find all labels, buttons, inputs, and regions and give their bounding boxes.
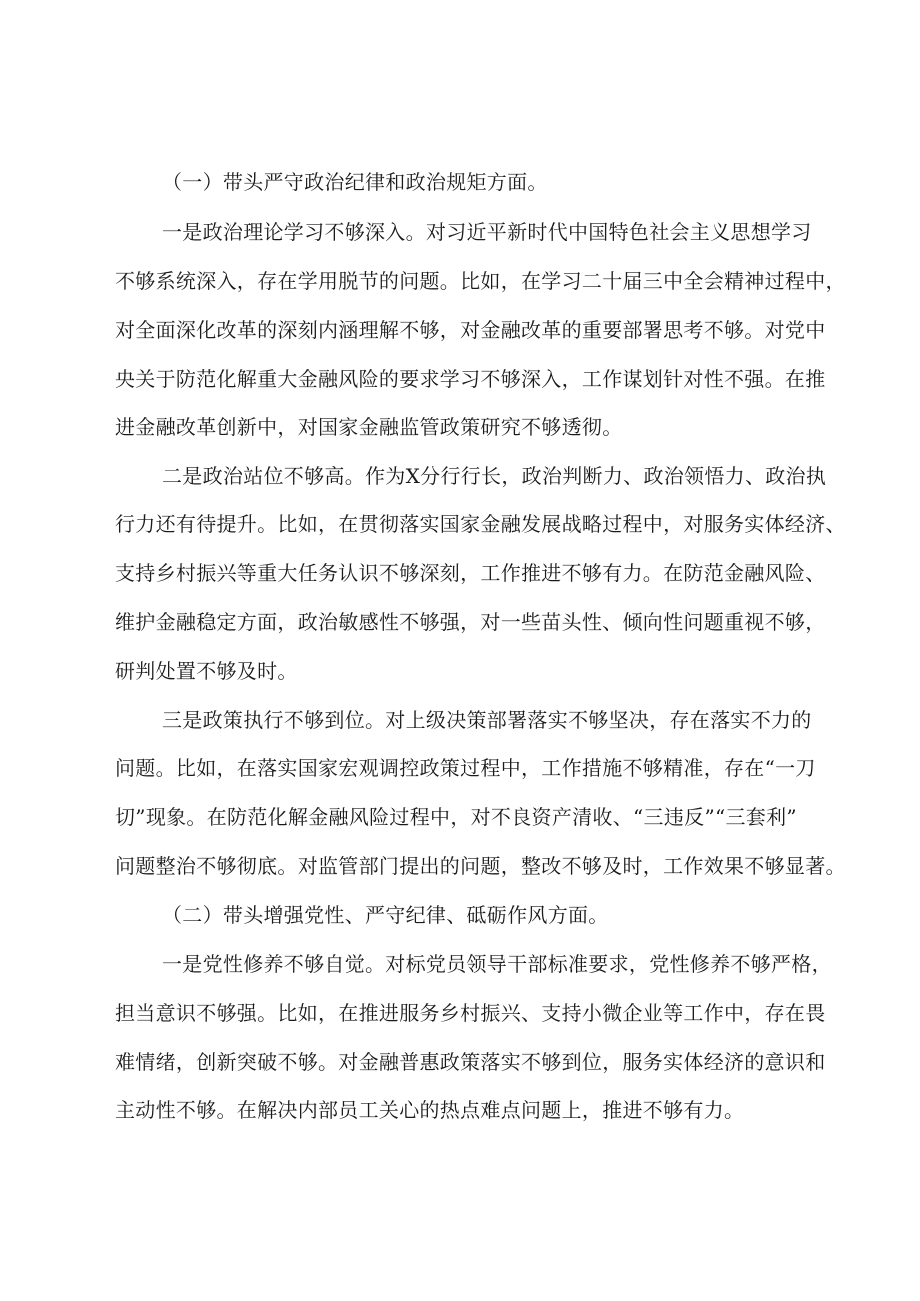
paragraph-line: 行力还有待提升。比如，在贯彻落实国家金融发展战略过程中，对服务实体经济、	[115, 512, 846, 536]
paragraph-line: 支持乡村振兴等重大任务认识不够深刻，工作推进不够有力。在防范金融风险、	[115, 561, 826, 585]
paragraph-line: 三是政策执行不够到位。对上级决策部署落实不够坚决，存在落实不力的	[162, 708, 812, 732]
paragraph-line: 央关于防范化解重大金融风险的要求学习不够深入，工作谋划针对性不强。在推	[115, 367, 826, 391]
paragraph-line: 二是政治站位不够高。作为X分行行长，政治判断力、政治领悟力、政治执	[162, 464, 827, 488]
paragraph-line: 问题。比如，在落实国家宏观调控政策过程中，工作措施不够精准，存在“一刀	[115, 756, 816, 780]
paragraph-line: 一是政治理论学习不够深入。对习近平新时代中国特色社会主义思想学习	[162, 220, 812, 244]
section-heading: （一）带头严守政治纪律和政治规矩方面。	[162, 170, 548, 194]
paragraph-line: 一是党性修养不够自觉。对标党员领导干部标准要求，党性修养不够严格，	[162, 952, 832, 976]
paragraph-line: 研判处置不够及时。	[115, 659, 298, 683]
paragraph-line: 对全面深化改革的深刻内涵理解不够，对金融改革的重要部署思考不够。对党中	[115, 318, 826, 342]
section-heading: （二）带头增强党性、严守纪律、砥砺作风方面。	[162, 903, 609, 927]
paragraph-line: 进金融改革创新中，对国家金融监管政策研究不够透彻。	[115, 415, 623, 439]
paragraph-line: 问题整治不够彻底。对监管部门提出的问题，整改不够及时，工作效果不够显著。	[115, 854, 846, 878]
paragraph-line: 主动性不够。在解决内部员工关心的热点难点问题上，推进不够有力。	[115, 1098, 745, 1122]
paragraph-line: 维护金融稳定方面，政治敏感性不够强，对一些苗头性、倾向性问题重视不够，	[115, 610, 826, 634]
paragraph-line: 难情绪，创新突破不够。对金融普惠政策落实不够到位，服务实体经济的意识和	[115, 1050, 826, 1074]
paragraph-line: 切”现象。在防范化解金融风险过程中，对不良资产清收、“三违反”“三套利”	[115, 805, 797, 829]
paragraph-line: 担当意识不够强。比如，在推进服务乡村振兴、支持小微企业等工作中，存在畏	[115, 1001, 826, 1025]
paragraph-line: 不够系统深入，存在学用脱节的问题。比如，在学习二十届三中全会精神过程中，	[115, 269, 846, 293]
